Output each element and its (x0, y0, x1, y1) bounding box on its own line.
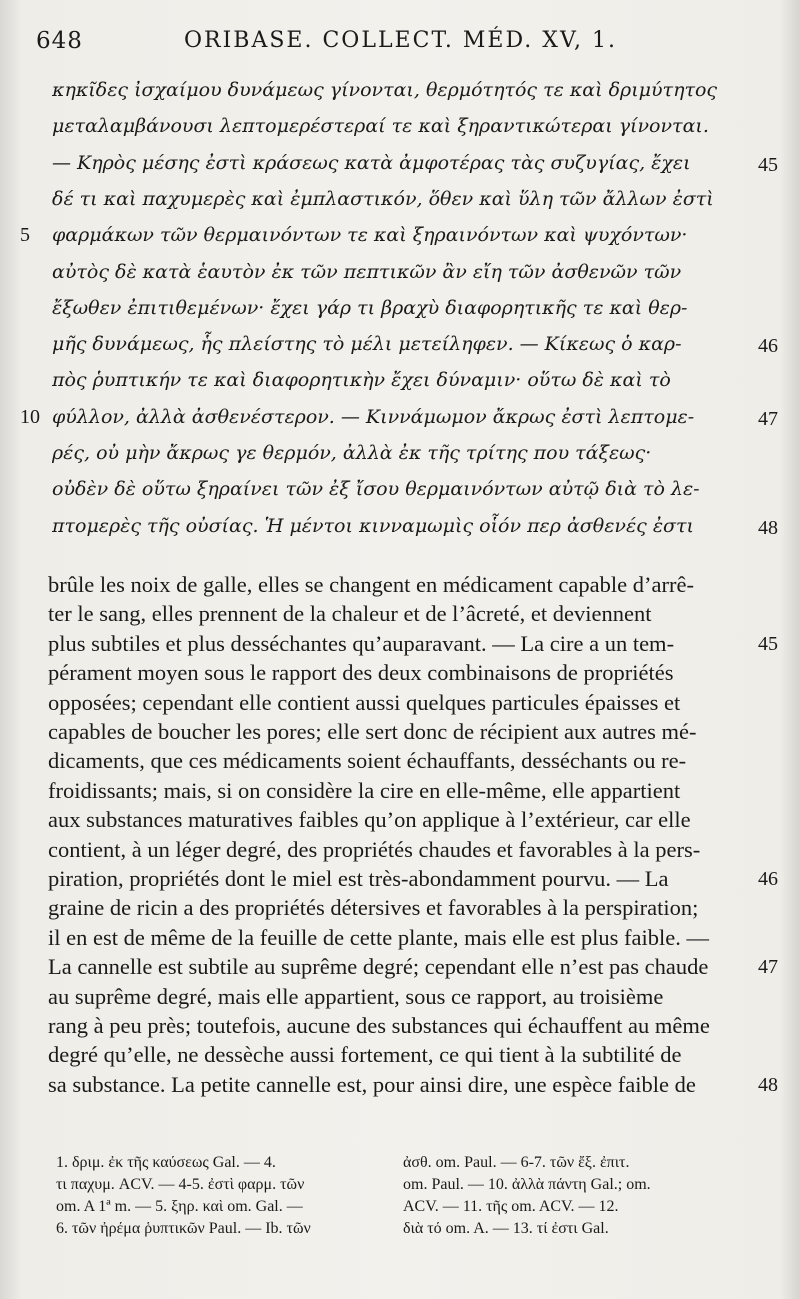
french-text-line: aux substances maturatives faibles qu’on applique à l’extérieur, car elle (48, 807, 691, 833)
french-text-line: sa substance. La petite cannelle est, pour ainsi dire, une espèce faible de (48, 1071, 696, 1097)
footnote-line: 6. τῶν ἠρέμα ῥυπτικῶν Paul. — Ib. τῶν (56, 1220, 311, 1237)
greek-section-number: 46 (758, 335, 778, 358)
greek-text-line: ρές, οὐ μὴν ἄκρως γε θερμόν, ἀλλὰ ἐκ τῆς τρίτης που τάξεως· (52, 442, 652, 464)
french-text-line: brûle les noix de galle, elles se changent en médicament capable d’arrê- (48, 572, 694, 597)
french-text-line: La cannelle est subtile au suprême degré; cependant elle n’est pas chaude (48, 954, 709, 980)
greek-text-line: πὸς ῥυπτικήν τε καὶ διαφορητικὴν ἔχει δύναμιν· οὕτω δὲ καὶ τὸ (52, 369, 671, 392)
footnote-line: 1. δριμ. ἐκ τῆς καύσεως Gal. — 4. (56, 1154, 276, 1171)
french-text-line: ter le sang, elles prennent de la chaleur et de l’âcreté, et deviennent (48, 601, 652, 627)
greek-text-line: — Κηρὸς μέσης ἐστὶ κράσεως κατὰ ἀμφοτέρας τὰς συζυγίας, ἔχει (52, 151, 691, 174)
french-section-number: 45 (758, 632, 778, 655)
french-section-number: 47 (758, 956, 778, 979)
greek-text-line: μῆς δυνάμεως, ἧς πλείστης τὸ μέλι μετείληφεν. — Κίκεως ὁ καρ- (52, 333, 682, 356)
greek-text-line: μεταλαμβάνουσι λεπτομερέστεραί τε καὶ ξηραντικώτεραι γίνονται. (52, 115, 709, 138)
french-section-number: 48 (758, 1073, 778, 1096)
footnote-line: om. Paul. — 10. ἀλλὰ πάντη Gal.; om. (403, 1176, 651, 1193)
greek-text-line: ἔξωθεν ἐπιτιθεμένων· ἔχει γάρ τι βραχὺ διαφορητικῆς τε καὶ θερ- (52, 296, 688, 319)
french-text-line: degré qu’elle, ne dessèche aussi fortement, ce qui tient à la subtilité de (48, 1042, 682, 1068)
greek-text-line: αὐτὸς δὲ κατὰ ἑαυτὸν ἐκ τῶν πεπτικῶν ἂν εἴη τῶν ἀσθενῶν τῶν (52, 260, 682, 283)
french-text-line: piration, propriétés dont le miel est très-abondamment pourvu. — La (48, 866, 669, 891)
greek-line-number: 10 (20, 405, 40, 428)
page-number: 648 (36, 28, 83, 54)
running-title: ORIBASE. COLLECT. MÉD. XV, 1. (184, 28, 617, 53)
greek-section-number: 45 (758, 153, 778, 176)
footnote-line: ACV. — 11. τῆς om. ACV. — 12. (403, 1198, 619, 1215)
french-text-line: rang à peu près; toutefois, aucune des substances qui échauffent au même (48, 1013, 710, 1038)
french-text-line: opposées; cependant elle contient aussi quelques particules épaisses et (48, 689, 681, 715)
greek-section-number: 48 (758, 516, 778, 539)
footnote-line: τι παχυμ. ACV. — 4-5. ἐστὶ φαρμ. τῶν (56, 1176, 305, 1193)
greek-text-line: οὐδὲν δὲ οὕτω ξηραίνει τῶν ἐξ ἴσου θερμαινόντων αὐτῷ διὰ τὸ λε- (52, 478, 700, 501)
french-text-line: contient, à un léger degré, des propriétés chaudes et favorables à la pers- (48, 836, 701, 862)
french-text-line: froidissants; mais, si on considère la cire en elle-même, elle appartient (48, 777, 681, 803)
greek-text-line: φύλλον, ἀλλὰ ἀσθενέστερον. — Κιννάμωμον ἄκρως ἐστὶ λεπτομε- (52, 405, 695, 428)
greek-text-line: πτομερὲς τῆς οὐσίας. Ἡ μέντοι κινναμωμὶς οἷόν περ ἀσθενές ἐστι (52, 514, 694, 537)
page-header (36, 28, 736, 62)
french-text-line: graine de ricin a des propriétés détersives et favorables à la perspiration; (48, 895, 699, 921)
greek-line-number: 5 (20, 224, 30, 247)
greek-text-line: δέ τι καὶ παχυμερὲς καὶ ἐμπλαστικόν, ὅθεν καὶ ὕλη τῶν ἄλλων ἐστὶ (52, 187, 714, 210)
french-text-line: pérament moyen sous le rapport des deux combinaisons de propriétés (48, 660, 674, 686)
greek-text-line: φαρμάκων τῶν θερμαινόντων τε καὶ ξηραινόντων καὶ ψυχόντων· (52, 224, 688, 247)
footnote-line: διὰ τό om. A. — 13. τί ἐστι Gal. (403, 1220, 609, 1237)
french-text-line: plus subtiles et plus desséchantes qu’auparavant. — La cire a un tem- (48, 630, 675, 656)
french-text-line: au suprême degré, mais elle appartient, sous ce rapport, au troisième (48, 983, 664, 1009)
footnote-line: ἀσθ. om. Paul. — 6-7. τῶν ἔξ. ἐπιτ. (403, 1154, 630, 1171)
french-text-line: capables de boucher les pores; elle sert donc de récipient aux autres mé- (48, 719, 697, 744)
french-section-number: 46 (758, 868, 778, 890)
greek-text-line: κηκῖδες ἰσχαίμου δυνάμεως γίνονται, θερμότητός τε καὶ δριμύτητος (52, 79, 718, 101)
french-text-line: dicaments, que ces médicaments soient échauffants, desséchants ou re- (48, 748, 687, 774)
french-text-line: il en est de même de la feuille de cette plante, mais elle est plus faible. — (48, 924, 710, 950)
greek-section-number: 47 (758, 407, 778, 430)
footnote-line: om. A 1ª m. — 5. ξηρ. καὶ om. Gal. — (56, 1198, 303, 1215)
